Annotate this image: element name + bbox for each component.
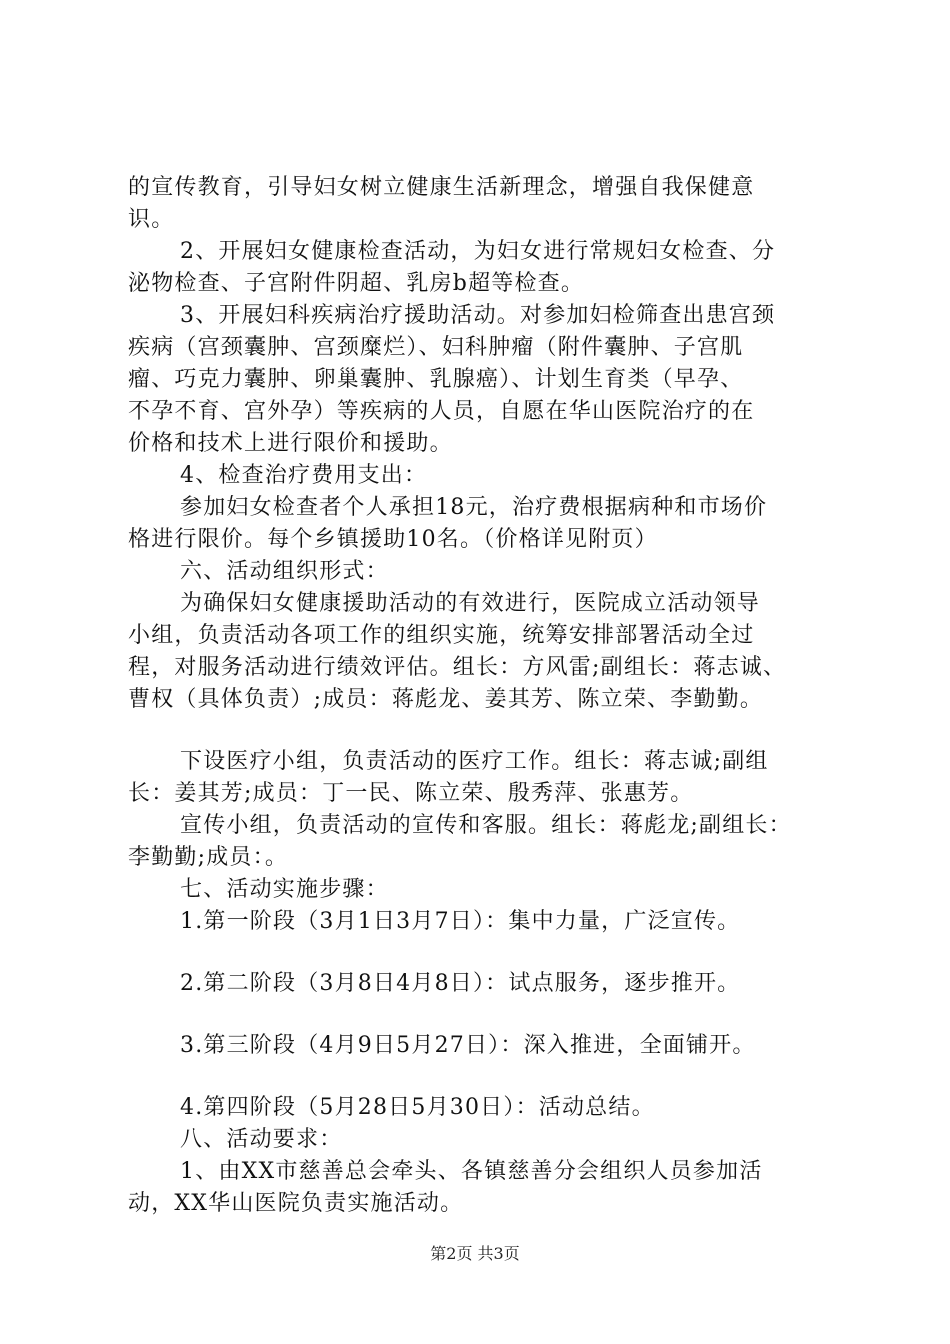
text-line: 疾病（宫颈囊肿、宫颈糜烂）、妇科肿瘤（附件囊肿、子宫肌 — [128, 335, 744, 360]
paragraph-gap — [128, 1000, 842, 1030]
text-line: 程，对服务活动进行绩效评估。组长：方风雷;副组长：蒋志诚、 — [128, 655, 787, 680]
text-line: 参加妇女检查者个人承担18元，治疗费根据病种和市场价 — [180, 495, 768, 520]
paragraph-gap — [128, 938, 842, 968]
text-line: 4.第四阶段（5月28日5月30日）：活动总结。 — [180, 1095, 655, 1120]
text-line: 泌物检查、子宫附件阴超、乳房b超等检查。 — [128, 271, 585, 296]
text-line: 动，XX华山医院负责实施活动。 — [128, 1191, 464, 1216]
text-line: 的宣传教育，引导妇女树立健康生活新理念，增强自我保健意 — [128, 175, 755, 200]
document-body — [128, 172, 842, 1220]
page-footer: 第2页 共3页 — [430, 1244, 520, 1263]
text-line: 价格和技术上进行限价和援助。 — [128, 431, 453, 456]
text-line: 下设医疗小组，负责活动的医疗工作。组长：蒋志诚;副组 — [180, 749, 769, 774]
text-line: 2、开展妇女健康检查活动，为妇女进行常规妇女检查、分 — [180, 239, 776, 264]
text-line: 1、由XX市慈善总会牵头、各镇慈善分会组织人员参加活 — [180, 1159, 763, 1184]
text-line: 4、检查治疗费用支出： — [180, 463, 428, 488]
text-line: 1.第一阶段（3月1日3月7日）：集中力量，广泛宣传。 — [180, 909, 741, 934]
text-line: 长：姜其芳;成员：丁一民、陈立荣、殷秀萍、张惠芳。 — [128, 781, 694, 806]
section-heading: 七、活动实施步骤： — [180, 877, 389, 902]
text-line: 不孕不育、宫外孕）等疾病的人员，自愿在华山医院治疗的在 — [128, 399, 755, 424]
paragraph-gap — [128, 1062, 842, 1092]
text-line: 瘤、巧克力囊肿、卵巢囊肿、乳腺癌）、计划生育类（早孕、 — [128, 367, 744, 392]
text-line: 李勤勤;成员：。 — [128, 845, 289, 870]
text-line: 宣传小组，负责活动的宣传和客服。组长：蒋彪龙;副组长： — [180, 813, 792, 838]
text-line: 2.第二阶段（3月8日4月8日）：试点服务，逐步推开。 — [180, 971, 741, 996]
text-line: 为确保妇女健康援助活动的有效进行，医院成立活动领导 — [180, 591, 761, 616]
text-line: 曹权（具体负责）;成员：蒋彪龙、姜其芳、陈立荣、李勤勤。 — [128, 687, 764, 712]
paragraph-gap — [128, 716, 842, 746]
section-heading: 八、活动要求： — [180, 1127, 343, 1152]
text-line: 3、开展妇科疾病治疗援助活动。对参加妇检筛查出患宫颈 — [180, 303, 776, 328]
text-line: 3.第三阶段（4月9日5月27日）：深入推进，全面铺开。 — [180, 1033, 756, 1058]
text-line: 识。 — [128, 207, 175, 232]
text-line: 格进行限价。每个乡镇援助10名。（价格详见附页） — [128, 527, 658, 552]
text-line: 小组，负责活动各项工作的组织实施，统筹安排部署活动全过 — [128, 623, 755, 648]
section-heading: 六、活动组织形式： — [180, 559, 389, 584]
